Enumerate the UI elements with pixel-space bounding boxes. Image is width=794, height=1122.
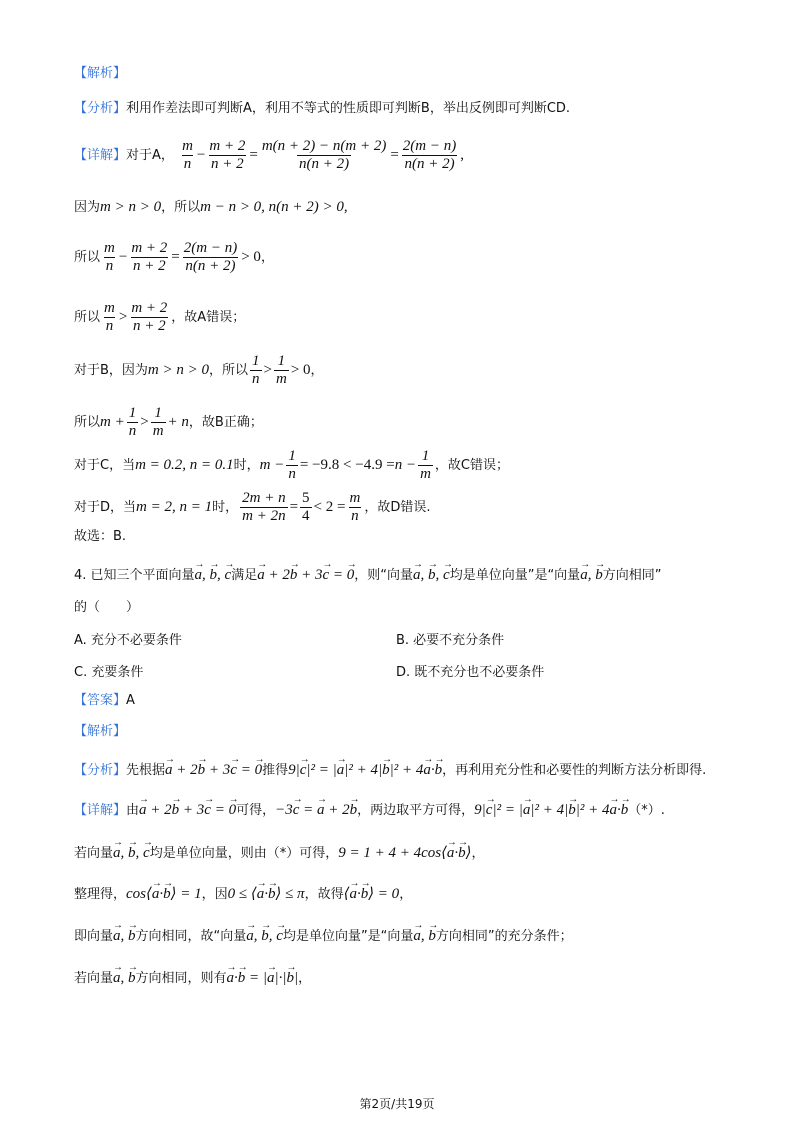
- q3-c-line: 对于C，当m = 0.2, n = 0.1时，m − $\frac{1}{n}$ = −9.8 < −4.9 =n − $\frac{1}{m}$ ，故C错误；: [74, 448, 509, 482]
- q3-d-line: 对于D，当m = 2, n = 1时， $\frac{2m + n}{m + 2n}$ = $\frac{5}{4}$ < 2 = $\frac{m}{n}$ ，故D错误.: [74, 490, 431, 524]
- q4-option-c: C. 充要条件: [74, 665, 144, 680]
- q3-so-line: 所以 $\frac{m}{n}$ − $\frac{m + 2}{n + 2}$ = $\frac{2(m - n)}{n(n + 2)}$ > 0，: [74, 240, 274, 274]
- q4-answer-line: 【答案】A: [74, 693, 135, 708]
- q4-unit-line: 若向量→ a, → b, → c均是单位向量，则由（*）可得，9 = 1 + 4 + 4cos⟨→ a·→ b⟩，: [74, 843, 485, 864]
- q4-necessary-line: 若向量→ a, → b方向相同，则有→ a·→ b = |→ a|·|→ b|，: [74, 968, 311, 989]
- q4-simplify-line: 整理得，cos⟨→ a·→ b⟩ = 1，因0 ≤ ⟨→ a·→ b⟩ ≤ π，故得⟨→ a·→ b⟩ = 0，: [74, 884, 412, 905]
- q4-option-d: D. 既不充分也不必要条件: [396, 665, 545, 680]
- page-footer: 第2页/共19页: [359, 1097, 435, 1111]
- q4-analysis-line: 【分析】先根据→ a + 2→ b + 3→ c = → 0推得9|→ c|² = |→ a|² + 4|→ b|² + 4→ a·→ b，再利用充分性和必要性的判断方法分析即得.: [74, 760, 706, 781]
- q3-detail-line: 【详解】对于A， $\frac{m}{n}$ − $\frac{m + 2}{n + 2}$ = $\frac{m(n + 2) - n(m + 2)}{n(n + 2)}$ = $\frac{2(m - n)}{n(n + 2)}$ ,: [74, 138, 464, 172]
- q4-answer: A: [126, 693, 135, 708]
- q3-b-line: 对于B，因为m > n > 0，所以 $\frac{1}{n}$ > $\frac{1}{m}$ > 0，: [74, 353, 324, 387]
- q3-analysis-line: 【分析】利用作差法即可判断A，利用不等式的性质即可判断B，举出反例即可判断CD.: [74, 101, 571, 116]
- q3-because-line: 因为m > n > 0，所以m − n > 0, n(n + 2) > 0,: [74, 199, 348, 215]
- q3-b-conclusion: 所以m + $\frac{1}{n}$ > $\frac{1}{m}$ + n，故B正确；: [74, 405, 263, 439]
- q4-stem-line2: 的（ ）: [74, 600, 140, 615]
- q4-detail-line: 【详解】由→ a + 2→ b + 3→ c = → 0可得，−3→ c = → a + 2→ b，两边取平方可得，9|→ c|² = |→ a|² + 4|→ b|² + 4→ a·→ b（*）.: [74, 800, 665, 821]
- q4-section-tag-analysis: 【解析】: [74, 724, 127, 739]
- q4-option-a: A. 充分不必要条件: [74, 633, 182, 648]
- q3-choose: 故选：B.: [74, 529, 127, 544]
- tag-jiexi: 【解析】: [74, 66, 127, 81]
- section-tag-analysis: [74, 64, 126, 84]
- q4-option-b: B. 必要不充分条件: [396, 633, 505, 648]
- q4-sufficient-line: 即向量→ a, → b方向相同，故“向量→ a, → b, → c均是单位向量”是“向量→ a, → b方向相同”的充分条件；: [74, 926, 573, 947]
- q3-a-conclusion: 所以 $\frac{m}{n}$ > $\frac{m + 2}{n + 2}$ ，故A错误；: [74, 300, 246, 334]
- q4-stem-line1: 4. 已知三个平面向量→ a, → b, → c满足→ a + 2→ b + 3→ c = → 0，则“向量→ a, → b, → c均是单位向量”是“向量→ a, → b方向相同”: [74, 565, 661, 586]
